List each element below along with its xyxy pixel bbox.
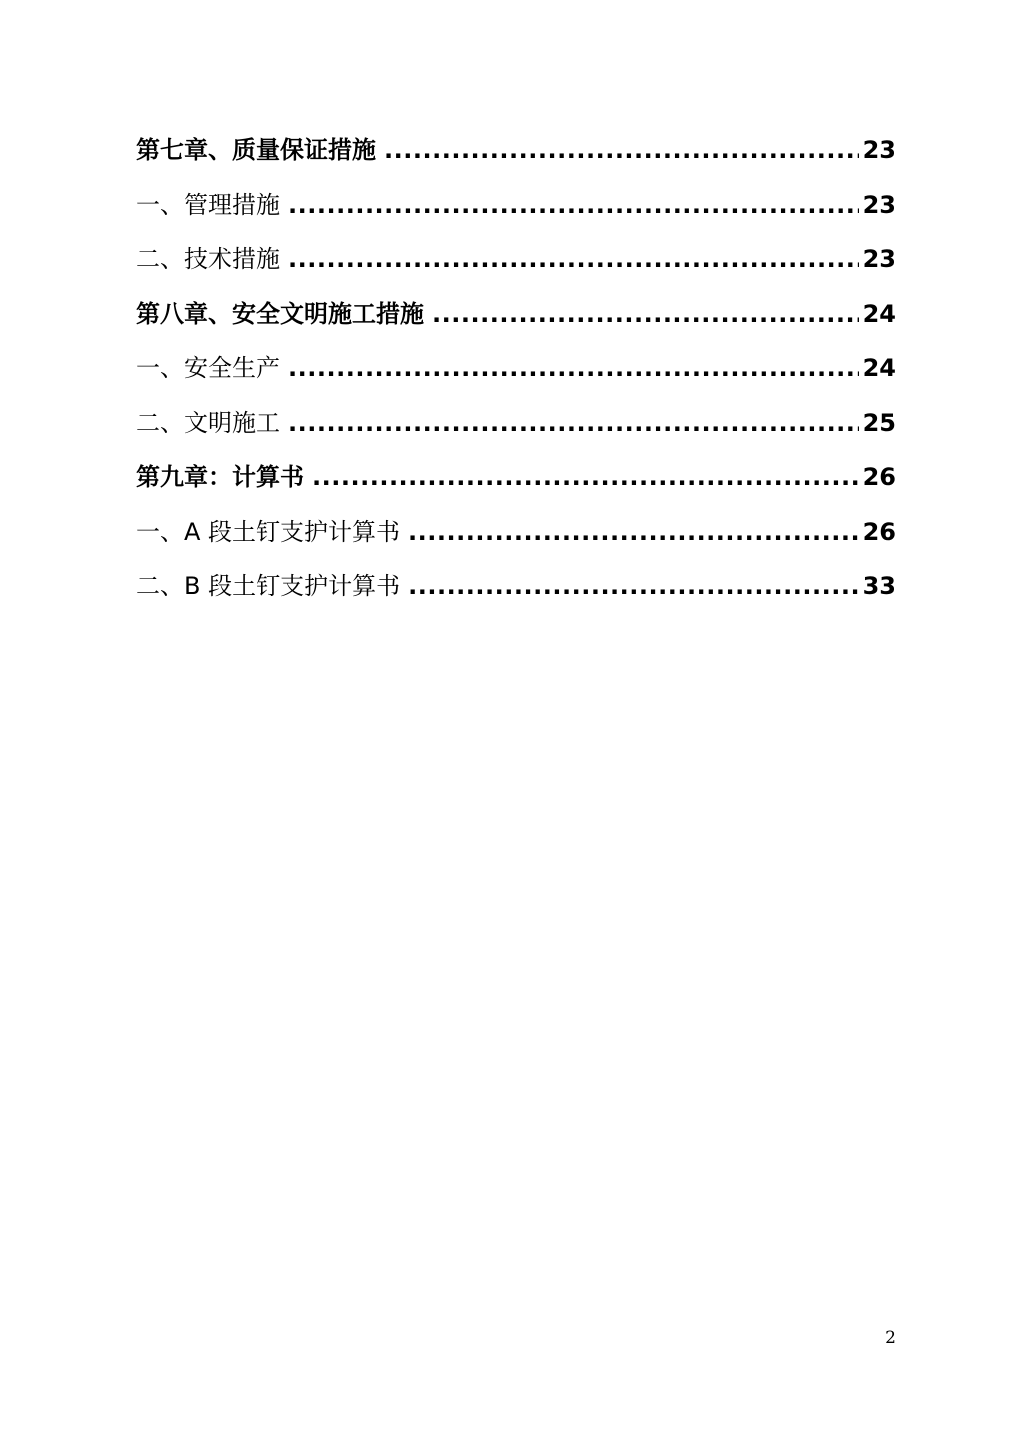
toc-dot-leader xyxy=(288,232,859,287)
toc-entry-page: 24 xyxy=(862,354,896,382)
toc-dot-leader xyxy=(384,123,859,178)
toc-entry-management-measures[interactable] xyxy=(136,178,896,233)
toc-entry-title: 一、安全生产 xyxy=(136,354,280,382)
toc-dot-leader xyxy=(288,341,859,396)
toc-entry-title: 一、管理措施 xyxy=(136,190,280,219)
toc-entry-title: 二、技术措施 xyxy=(136,245,280,273)
toc-entry-technical-measures[interactable] xyxy=(136,232,896,287)
toc-entry-page: 23 xyxy=(862,245,896,273)
toc-dot-leader xyxy=(288,396,859,451)
toc-entry-section-a-calculation[interactable] xyxy=(136,505,896,560)
toc-entry-page: 23 xyxy=(862,190,896,219)
toc-entry-civilized-construction[interactable] xyxy=(136,396,896,451)
toc-entry-title: 第八章、安全文明施工措施 xyxy=(136,299,424,328)
toc-entry-title: 二、B 段土钉支护计算书 xyxy=(136,572,401,600)
table-of-contents xyxy=(136,123,896,614)
toc-entry-page: 24 xyxy=(862,299,896,328)
toc-entry-title: 一、A 段土钉支护计算书 xyxy=(136,517,401,546)
toc-dot-leader xyxy=(288,178,859,233)
toc-entry-page: 26 xyxy=(862,517,896,546)
toc-entry-page: 25 xyxy=(862,408,896,437)
toc-entry-title: 第七章、质量保证措施 xyxy=(136,136,376,164)
toc-dot-leader xyxy=(408,559,859,614)
toc-entry-chapter-8[interactable] xyxy=(136,287,896,342)
toc-entry-chapter-7[interactable] xyxy=(136,123,896,178)
toc-entry-page: 26 xyxy=(862,463,896,491)
toc-entry-title: 第九章：计算书 xyxy=(136,463,304,491)
page-number: 2 xyxy=(885,1328,896,1348)
toc-entry-section-b-calculation[interactable] xyxy=(136,559,896,614)
toc-entry-safe-production[interactable] xyxy=(136,341,896,396)
toc-dot-leader xyxy=(312,450,859,505)
toc-dot-leader xyxy=(432,287,859,342)
toc-dot-leader xyxy=(408,505,859,560)
toc-entry-page: 23 xyxy=(862,136,896,164)
toc-entry-page: 33 xyxy=(862,572,896,600)
toc-entry-title: 二、文明施工 xyxy=(136,408,280,437)
toc-entry-chapter-9[interactable] xyxy=(136,450,896,505)
